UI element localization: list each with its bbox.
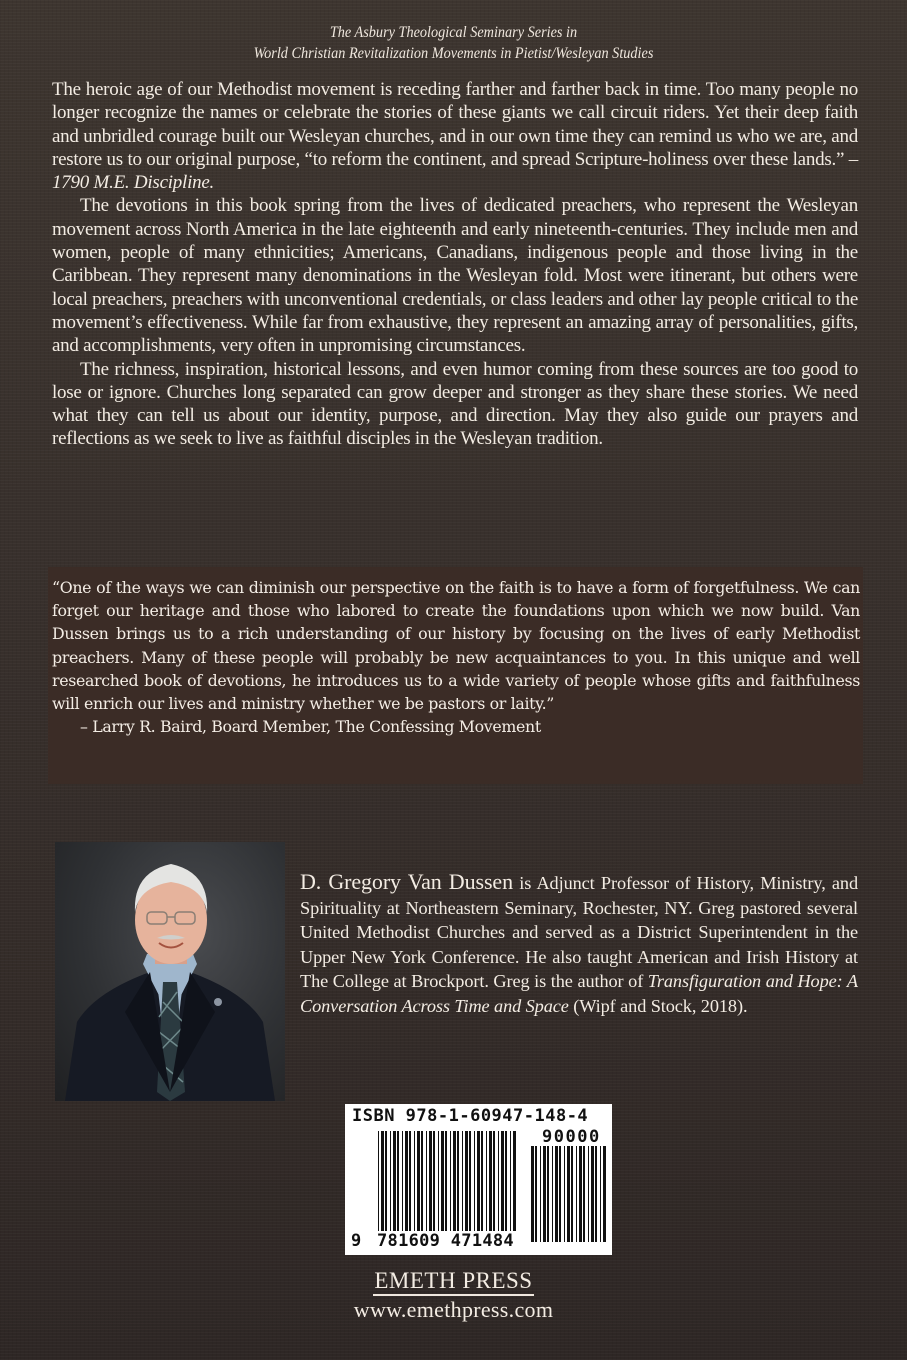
barcode-bar [501, 1131, 504, 1234]
barcode-bar [489, 1131, 492, 1234]
isbn-label: ISBN 978-1-60947-148-4 [352, 1106, 589, 1126]
barcode-bar [531, 1146, 534, 1242]
description-paragraph-2: The devotions in this book spring from the lives of dedicated preachers, who represent the Wesleyan movement across North America in the late eighteenth and early nineteenth-centuries. They include men and women, people of many ethnicities; Americans, Canadians, indigenous people and those living in the Caribbean. They represent many denominations in the Wesleyan fold. Most were itinerant, but others were local preachers, preachers with unconventional credentials, or class leaders and other lay people critical to the movement’s effectiveness. While far from exhaustive, they represent an amazing array of personalities, gifts, and accomplishments, very often in unpromising circumstances. [52, 195, 858, 357]
description-paragraph-1 [52, 78, 858, 194]
barcode-bar [402, 1131, 403, 1234]
barcode-bar [559, 1146, 561, 1242]
barcode-digits: 781609 471484 [377, 1231, 514, 1251]
barcode-bar [540, 1146, 541, 1242]
barcode-bar [552, 1146, 553, 1242]
barcode-bar [465, 1131, 468, 1234]
barcode-bar [474, 1131, 475, 1234]
barcode-bar [588, 1146, 589, 1242]
author-name: D. Gregory Van Dussen [300, 869, 513, 894]
description-paragraph-3: The richness, inspiration, historical lessons, and even humor coming from these sources are too good to lose or ignore. Churches long separated can grow deeper and stronger as they share these stories. We need what they can tell us about our identity, purpose, and direction. May they also guide our prayers and reflections as we seek to live as faithful disciples in the Wesleyan tradition. [52, 358, 858, 450]
barcode-bar [438, 1131, 439, 1234]
endorsement [52, 576, 860, 738]
series-line-2: World Christian Revitalization Movements in Pietist/Wesleyan Studies [253, 45, 654, 62]
barcode-bar [498, 1131, 499, 1234]
barcode-bar [390, 1131, 391, 1234]
barcode-bar [417, 1131, 420, 1234]
author-bio [300, 870, 858, 1018]
barcode-bar [591, 1146, 594, 1242]
bio-text-1: is Adjunct Professor of History, Ministry, and Spirituality at Northeastern Seminary, Rochester, NY. Greg pastored several United Methodist Churches and served as a District Superintendent in the Upper New York Conference. He also taught American and Irish History at The College at Brockport. Greg is the author of [300, 873, 859, 991]
barcode-bar [579, 1146, 582, 1242]
barcode-bar [600, 1146, 601, 1242]
price-addon: 90000 [542, 1127, 601, 1147]
barcode-bar [513, 1131, 516, 1242]
barcode-bar [426, 1131, 427, 1234]
publisher [0, 1268, 907, 1323]
barcode-bar [486, 1131, 487, 1234]
endorsement-quote: “One of the ways we can diminish our perspective on the faith is to have a form of forgetfulness. We can forget our heritage and those who labored to create the foundations upon which we now build. Van Dussen brings us to a rich understanding of our history by focusing on the lives of early Methodist preachers. Many of these people will probably be new acquaintances to you. In this unique and well researched book of devotions, he introduces us to a wide variety of people whose gifts and faithfulness will enrich our lives and ministry whether we be pastors or laity.” [52, 578, 860, 714]
barcode-bar [477, 1131, 480, 1234]
author-photo [55, 842, 285, 1101]
portrait-illustration [55, 842, 285, 1101]
barcode-bar [469, 1131, 471, 1234]
barcode-bar [576, 1146, 577, 1242]
barcode-bar [595, 1146, 597, 1242]
publisher-url[interactable]: www.emethpress.com [353, 1297, 554, 1322]
barcode-bar [462, 1131, 463, 1234]
barcode-bar [555, 1146, 558, 1242]
barcode-bar [450, 1131, 451, 1234]
barcode-bar [543, 1146, 546, 1242]
barcode-bar [405, 1131, 408, 1234]
barcode-bar [378, 1131, 379, 1242]
barcode-bar [429, 1131, 432, 1234]
citation: 1790 M.E. Discipline. [52, 172, 215, 194]
barcode-bar [414, 1131, 415, 1234]
isbn-barcode [345, 1104, 612, 1255]
barcode-bar [564, 1146, 565, 1242]
barcode-lead-digit: 9 [351, 1231, 362, 1251]
bio-text-2: (Wipf and Stock, 2018). [568, 995, 748, 1016]
barcode-bar [421, 1131, 423, 1234]
barcode-bar [381, 1131, 384, 1242]
barcode-bar [603, 1146, 606, 1242]
barcode-bar [505, 1131, 507, 1234]
paragraph-text: The heroic age of our Methodist movement is receding farther and farther back in time. Too many people no longer recognize the names or celebrate the stories of these giants we call circuit riders. Yet their deep faith and unbridled courage built our Wesleyan churches, and in our own time they can remind us who we are, and restore us to our original purpose, “to reform the continent, and spread Scripture-holiness over these lands.” – [52, 79, 858, 170]
barcode-bar [535, 1146, 537, 1242]
barcode-bar [567, 1146, 570, 1242]
barcode-bar [409, 1131, 411, 1234]
barcode-bar [510, 1131, 511, 1242]
barcode-bar [493, 1131, 495, 1234]
barcode-bar [441, 1131, 444, 1242]
barcode-bar [583, 1146, 585, 1242]
endorsement-attribution: – Larry R. Baird, Board Member, The Confessing Movement [80, 717, 541, 737]
barcode-bar [481, 1131, 483, 1234]
series-line-1: The Asbury Theological Seminary Series in [329, 24, 578, 41]
barcode-bar [385, 1131, 387, 1234]
barcode-bar [547, 1146, 549, 1242]
publisher-name: EMETH PRESS [373, 1268, 533, 1296]
barcode-bar [457, 1131, 459, 1234]
barcode-bar [393, 1131, 396, 1234]
barcode-bar [397, 1131, 399, 1234]
barcode-bar [571, 1146, 573, 1242]
series-title [0, 22, 907, 64]
barcode-bar [433, 1131, 435, 1234]
book-title: Transfiguration and Hope: A Conversation Across Time and Space [300, 971, 858, 1016]
barcode-bar [453, 1131, 456, 1234]
book-description [52, 78, 858, 451]
barcode-bar [445, 1131, 447, 1242]
